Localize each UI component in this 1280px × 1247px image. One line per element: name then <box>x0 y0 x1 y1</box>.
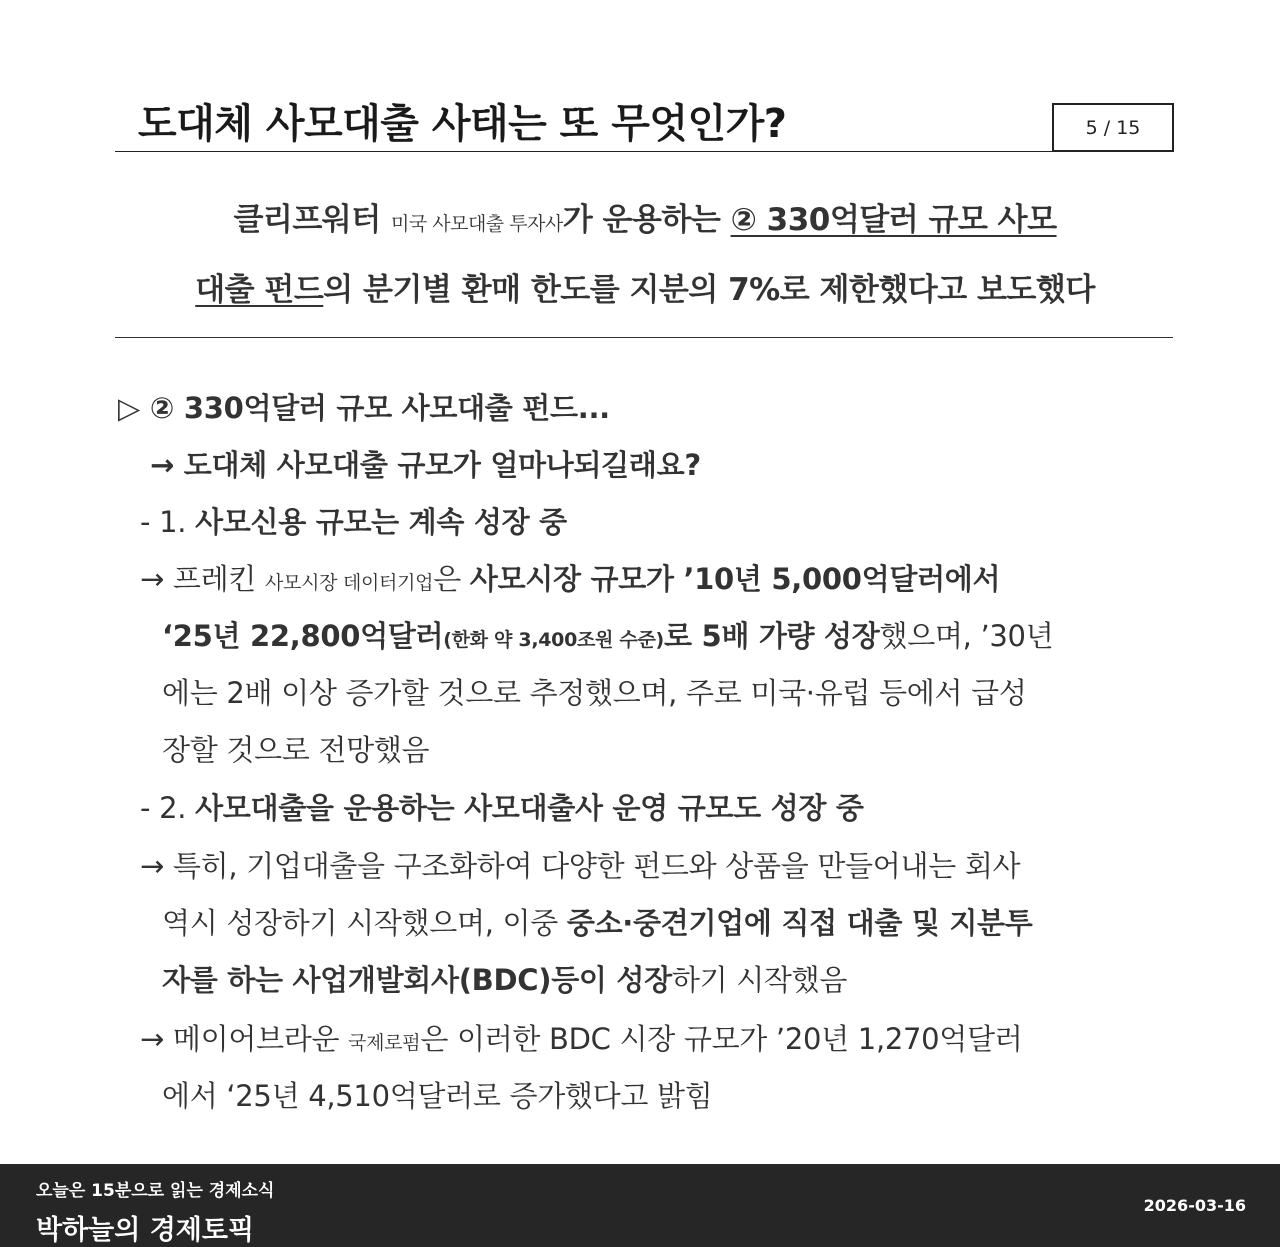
detail-2-line-2 <box>162 903 1033 943</box>
detail-3-line-2: 에서 ‘25년 4,510억달러로 증가했다고 밝힘 <box>162 1079 713 1113</box>
headline-highlight-1: ② 330억달러 규모 사모 <box>730 202 1057 238</box>
detail-1-line-3: 에는 2배 이상 증가할 것으로 추정했으며, 주로 미국·유럽 등에서 급성 <box>162 676 1027 710</box>
page-indicator-text: 5 / 15 <box>1085 116 1141 139</box>
topic-line: ▷ ② 330억달러 규모 사모대출 펀드... <box>118 391 610 425</box>
point-1-title: 사모신용 규모는 계속 성장 중 <box>195 505 567 539</box>
detail-1-bold-c: 로 5배 가량 성장 <box>663 619 880 653</box>
point-2 <box>140 788 864 828</box>
detail-1-part-a: 은 <box>433 562 470 596</box>
detail-2-line-2-bold: 중소·중견기업에 직접 대출 및 지분투 <box>566 906 1033 940</box>
detail-1-bold-b: ‘25년 22,800억달러 <box>162 619 444 653</box>
detail-1-source-note: 사모시장 데이터기업 <box>264 572 434 594</box>
detail-3-source-note: 국제로펌 <box>348 1032 421 1054</box>
footer-brand: 박하늘의 경제토픽 <box>36 1215 255 1246</box>
detail-2-line-3-normal: 하기 시작했음 <box>671 963 848 997</box>
section-divider <box>115 337 1173 338</box>
detail-1-bold-a: 사모시장 규모가 ’10년 5,000억달러에서 <box>469 562 1001 596</box>
headline-subject: 클리프워터 <box>233 202 381 238</box>
point-1 <box>140 502 567 542</box>
detail-1-part-c: 했으며, ’30년 <box>879 619 1054 653</box>
slide-title: 도대체 사모대출 사태는 또 무엇인가? <box>138 101 787 147</box>
detail-3-line-1 <box>140 1019 1022 1063</box>
page-indicator <box>1052 103 1174 152</box>
headline-part1: 가 운용하는 <box>562 202 731 238</box>
detail-2-line-3 <box>162 960 847 1000</box>
headline-subject-note: 미국 사모대출 투자사 <box>390 213 563 235</box>
point-2-prefix: - 2. <box>140 791 196 825</box>
detail-3-part-a: 은 이러한 BDC 시장 규모가 ’20년 1,270억달러 <box>420 1022 1023 1056</box>
detail-1-line-2 <box>162 616 1053 660</box>
footer-subtitle: 오늘은 15분으로 읽는 경제소식 <box>36 1181 275 1201</box>
detail-1-line-4: 장할 것으로 전망했음 <box>162 733 430 767</box>
headline-part2: 의 분기별 환매 한도를 지분의 7%로 제한했다고 보도했다 <box>323 272 1095 308</box>
point-1-prefix: - 1. <box>140 505 196 539</box>
detail-2-line-2-normal: 역시 성장하기 시작했으며, 이중 <box>162 906 567 940</box>
detail-1-arrow: → 프레킨 <box>140 562 265 596</box>
detail-1-note-b: (한화 약 3,400조원 수준) <box>443 629 664 651</box>
point-2-title: 사모대출을 운용하는 사모대출사 운영 규모도 성장 중 <box>195 791 864 825</box>
headline <box>140 187 1150 323</box>
question-line: → 도대체 사모대출 규모가 얼마나되길래요? <box>150 448 701 482</box>
detail-2-line-3-bold: 자를 하는 사업개발회사(BDC)등이 성장 <box>162 963 672 997</box>
detail-1-line-1 <box>140 559 1000 603</box>
headline-highlight-2: 대출 펀드 <box>195 272 324 308</box>
detail-3-arrow: → 메이어브라운 <box>140 1022 349 1056</box>
title-underline <box>115 151 1053 152</box>
detail-2-line-1: → 특히, 기업대출을 구조화하여 다양한 펀드와 상품을 만들어내는 회사 <box>140 849 1021 883</box>
footer-date: 2026-03-16 <box>1143 1196 1246 1215</box>
footer-bar <box>0 1164 1280 1247</box>
